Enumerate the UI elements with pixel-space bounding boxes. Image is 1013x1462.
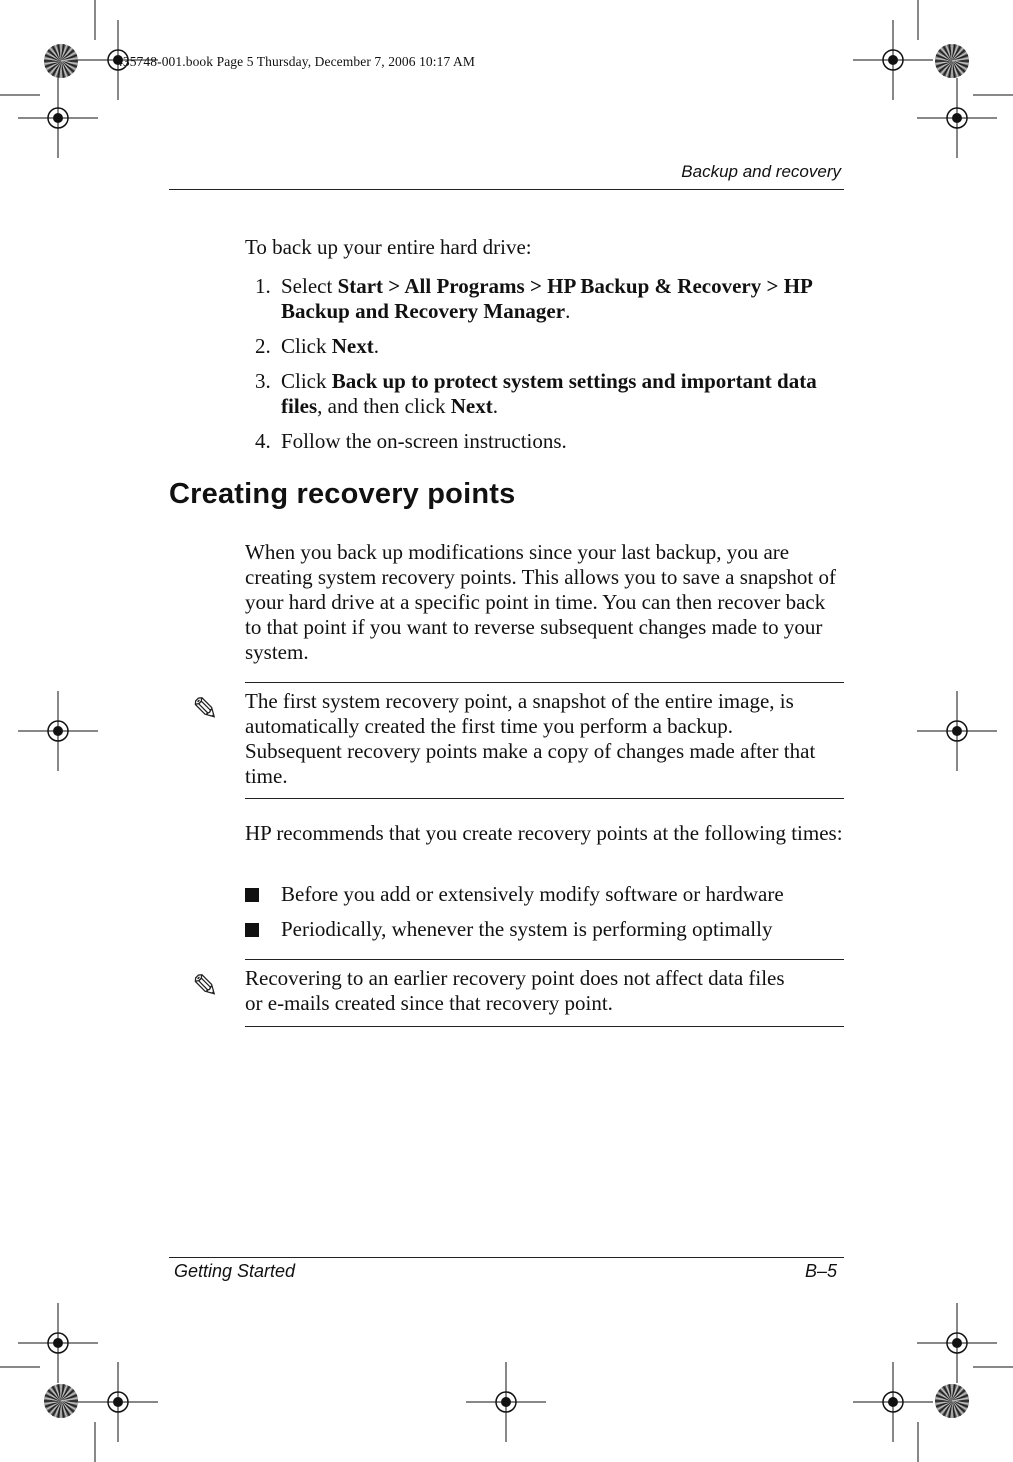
paragraph-recommend: HP recommends that you create recovery points at the following times:	[245, 821, 843, 845]
intro-text: To back up your entire hard drive:	[245, 235, 532, 259]
bullet-item	[245, 917, 845, 942]
step-bold-text: Next	[450, 394, 493, 418]
step-number: 3.	[255, 369, 271, 393]
step-item	[255, 369, 835, 419]
step-text: .	[373, 334, 379, 358]
step-text: .	[492, 394, 498, 418]
note-text-2: Recovering to an earlier recovery point does not affect data files or e-mails created since that recovery point.	[245, 966, 785, 1015]
bullet-square-icon	[245, 923, 259, 937]
step-text: Click	[281, 334, 332, 358]
steps-list	[255, 274, 835, 464]
bullet-list	[245, 882, 845, 952]
bullet-item	[245, 882, 845, 907]
step-item	[255, 274, 835, 324]
step-number: 2.	[255, 334, 271, 358]
note-rule-bottom	[245, 1026, 844, 1027]
section-title: Creating recovery points	[169, 478, 516, 510]
step-bold-text: Back up to protect system settings and important data files	[281, 369, 817, 418]
pencil-icon: ✎	[192, 690, 219, 728]
page-number: B–5	[804, 1261, 837, 1281]
step-bold-text: Next	[331, 334, 374, 358]
pencil-icon: ✎	[192, 967, 219, 1005]
footer-title: Getting Started	[174, 1261, 296, 1281]
step-item	[255, 429, 835, 454]
step-text: , and then click	[317, 394, 451, 418]
running-head: Backup and recovery	[681, 162, 841, 181]
bullet-square-icon	[245, 888, 259, 902]
registration-star-icon	[44, 44, 78, 78]
step-bold-text: Start > All Programs > HP Backup & Recovery > HP Backup and Recovery Manager	[281, 274, 812, 323]
step-text: Select	[281, 274, 338, 298]
registration-star-icon	[935, 44, 969, 78]
note-text-1: The first system recovery point, a snapshot of the entire image, is automatically created the first time you perform a backup. Subsequent recovery points make a copy of changes made after that time.	[245, 689, 816, 788]
step-text: Click	[281, 369, 332, 393]
note-rule-bottom	[245, 798, 844, 799]
footer-rule	[169, 1257, 844, 1258]
bullet-text: Before you add or extensively modify software or hardware	[281, 882, 784, 906]
step-number: 4.	[255, 429, 271, 453]
print-slug: 435748-001.book Page 5 Thursday, December 7, 2006 10:17 AM	[116, 54, 476, 69]
note-box-1	[192, 682, 844, 799]
step-text: .	[565, 299, 571, 323]
step-text: Follow the on-screen instructions.	[281, 429, 567, 453]
note-box-2	[192, 959, 844, 1027]
paragraph-recovery-points: When you back up modifications since your last backup, you are creating system recovery points. This allows you to save a snapshot of your hard drive at a specific point in time. You can then recover back to that point if you want to reverse subsequent changes made to your system.	[245, 540, 836, 664]
bullet-text: Periodically, whenever the system is performing optimally	[281, 917, 773, 941]
step-item	[255, 334, 835, 359]
registration-star-icon	[935, 1384, 969, 1418]
step-number: 1.	[255, 274, 271, 298]
registration-star-icon	[44, 1384, 78, 1418]
header-rule	[169, 189, 844, 190]
